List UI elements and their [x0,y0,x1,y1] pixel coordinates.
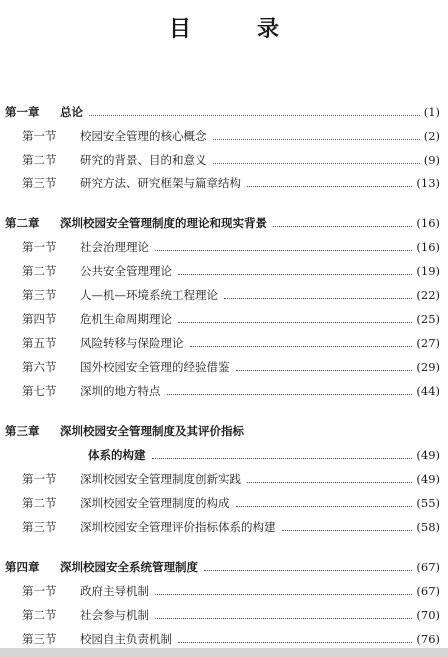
page-number: (55) [416,496,440,510]
page-number: (67) [416,560,440,574]
toc-chapter-entry[interactable] [0,446,440,464]
dot-leader [152,457,413,459]
page-number: (25) [416,312,440,326]
dot-leader [213,138,420,140]
dot-leader [155,593,412,595]
chapter-title: 深圳校园安全系统管理制度 [60,560,198,574]
section-number: 第三节 [22,632,57,646]
page-number: (19) [416,264,440,278]
toc-section-entry[interactable] [0,286,440,304]
toc-section-entry[interactable] [0,630,440,648]
page-number: (49) [416,448,440,462]
toc-section-entry[interactable] [0,127,440,145]
section-title: 校园安全管理的核心概念 [80,129,207,143]
dot-leader [236,369,413,371]
dot-leader [236,505,413,507]
toc-section-entry[interactable] [0,174,440,192]
toc-section-entry[interactable] [0,494,440,512]
section-title: 研究的背景、目的和意义 [80,153,207,167]
toc-section-entry[interactable] [0,334,440,352]
toc-section-entry[interactable] [0,382,440,400]
toc-section-entry[interactable] [0,470,440,488]
page-number: (13) [416,176,440,190]
section-title: 危机生命周期理论 [80,312,172,326]
section-number: 第二节 [22,153,57,167]
section-title: 人—机—环境系统工程理论 [80,288,218,302]
dot-leader [224,297,412,299]
section-number: 第一节 [22,240,57,254]
page-number: (44) [416,384,440,398]
page-bottom-edge [0,648,448,657]
section-title: 深圳校园安全管理制度的构成 [80,496,230,510]
toc-section-entry[interactable] [0,238,440,256]
section-number: 第四节 [22,312,57,326]
page-number: (58) [416,520,440,534]
toc-section-entry[interactable] [0,358,440,376]
toc-section-entry[interactable] [0,262,440,280]
page-number: (27) [416,336,440,350]
dot-leader [282,529,413,531]
page-number: (9) [423,153,440,167]
section-title: 风险转移与保险理论 [80,336,184,350]
chapter-number: 第四章 [5,560,40,574]
section-number: 第二节 [22,264,57,278]
section-number: 第六节 [22,360,57,374]
dot-leader [190,345,413,347]
section-number: 第五节 [22,336,57,350]
page-number: (22) [416,288,440,302]
chapter-title: 深圳校园安全管理制度及其评价指标 [60,424,244,438]
section-title: 社会治理理论 [80,240,149,254]
section-number: 第一节 [22,472,57,486]
page-number: (2) [423,129,440,143]
toc-section-entry[interactable] [0,518,440,536]
section-number: 第二节 [22,496,57,510]
section-title: 公共安全管理理论 [80,264,172,278]
section-title: 校园自主负责机制 [80,632,172,646]
page-number: (70) [416,608,440,622]
toc-chapter-entry[interactable] [0,103,440,121]
dot-leader [89,114,420,116]
section-number: 第一节 [22,129,57,143]
dot-leader [178,273,412,275]
page-number: (29) [416,360,440,374]
chapter-number: 第一章 [5,105,40,119]
page-title: 目 录 [168,17,301,42]
toc-section-entry[interactable] [0,582,440,600]
section-number: 第一节 [22,584,57,598]
section-number: 第三节 [22,520,57,534]
section-number: 第七节 [22,384,57,398]
dot-leader [155,617,412,619]
dot-leader [167,393,413,395]
chapter-title: 体系的构建 [88,448,146,462]
section-number: 第三节 [22,176,57,190]
chapter-number: 第二章 [5,216,40,230]
dot-leader [247,185,412,187]
toc-section-entry[interactable] [0,151,440,169]
section-title: 国外校园安全管理的经验借鉴 [80,360,230,374]
chapter-title: 总论 [60,105,83,119]
toc-chapter-entry[interactable] [0,422,440,440]
section-title: 社会参与机制 [80,608,149,622]
section-number: 第三节 [22,288,57,302]
section-title: 深圳的地方特点 [80,384,161,398]
page-number: (67) [416,584,440,598]
section-title: 深圳校园安全管理制度创新实践 [80,472,241,486]
section-title: 研究方法、研究框架与篇章结构 [80,176,241,190]
page-number: (16) [416,216,440,230]
page-number: (76) [416,632,440,646]
chapter-title: 深圳校园安全管理制度的理论和现实背景 [60,216,267,230]
toc-chapter-entry[interactable] [0,214,440,232]
section-number: 第二节 [22,608,57,622]
section-title: 深圳校园安全管理评价指标体系的构建 [80,520,276,534]
toc-section-entry[interactable] [0,310,440,328]
toc-chapter-entry[interactable] [0,558,440,576]
dot-leader [204,569,412,571]
page-number: (1) [423,105,440,119]
dot-leader [213,162,420,164]
dot-leader [273,225,412,227]
page-number: (49) [416,472,440,486]
dot-leader [247,481,412,483]
dot-leader [155,249,412,251]
section-title: 政府主导机制 [80,584,149,598]
page-number: (16) [416,240,440,254]
dot-leader [178,641,412,643]
chapter-number: 第三章 [5,424,40,438]
dot-leader [178,321,412,323]
toc-section-entry[interactable] [0,606,440,624]
